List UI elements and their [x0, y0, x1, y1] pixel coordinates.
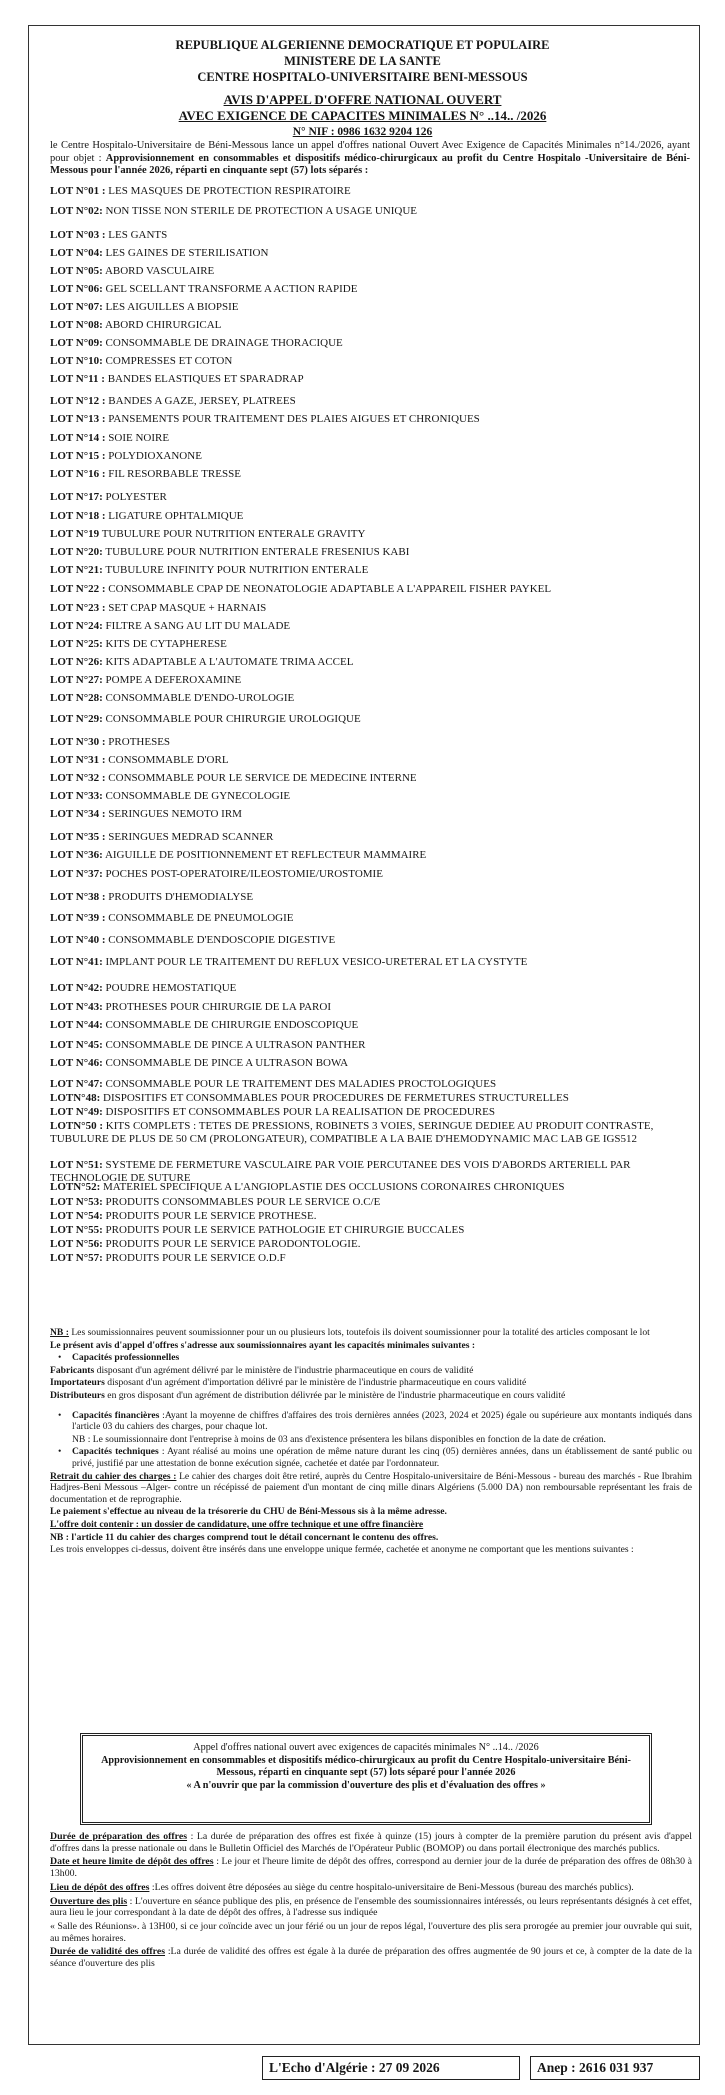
lot-item [50, 413, 480, 426]
lot-item [50, 620, 290, 633]
footer-anep: Anep : 2616 031 937 [530, 2056, 700, 2080]
importateurs-text: disposant d'un agrément d'importation délivré par le ministère de l'industrie pharmaceutique en cours validité [104, 1377, 527, 1389]
lot-title: LIGATURE OPHTALMIQUE [108, 510, 244, 522]
lot-title: CONSOMMABLE DE DRAINAGE THORACIQUE [105, 337, 343, 349]
lot-item [50, 1238, 360, 1251]
lot-number: LOT N°19 [50, 528, 100, 540]
lot-number: LOT N°24: [50, 620, 103, 632]
lot-title: COMPRESSES ET COTON [105, 355, 233, 367]
lot-title: SET CPAP MASQUE + HARNAIS [108, 602, 267, 614]
date-label: Date et heure limite de dépôt des offres [50, 1856, 214, 1868]
lot-item [50, 1039, 365, 1052]
intro-object: Approvisionnement en consommables et dispositifs médico-chirurgicaux au profit du Centre Hospitalo -Universitaire de Béni- Messous pour l'année 2026, réparti en cinquante sept (57) lots séparés : [50, 152, 690, 176]
lot-item [50, 229, 167, 242]
lot-title: AIGUILLE DE POSITIONNEMENT ET REFLECTEUR MAMMAIRE [104, 849, 427, 861]
lot-title: DISPOSITIFS ET CONSOMMABLES POUR PROCEDURES DE FERMETURES STRUCTURELLES [103, 1092, 569, 1104]
lot-number: LOT N°36: [50, 849, 103, 861]
lot-item [50, 674, 241, 687]
footer-echo: L'Echo d'Algérie : 27 09 2026 [262, 2056, 520, 2080]
lot-number: LOT N°11 : [50, 373, 105, 385]
lot-title: PANSEMENTS POUR TRAITEMENT DES PLAIES AIGUES ET CHRONIQUES [108, 413, 480, 425]
lot-number: LOT N°15 : [50, 450, 106, 462]
retrait-text: Le cahier des charges doit être retiré, auprès du Centre Hospitalo-universitaire de Béni-Messous - bureau des marchés - Rue Ibrahim Hadjres-Beni Messous –Alger- contre un récépissé de paiement d'un montant de cinq mille dinars Algériens (5.000 DA) non remboursable représentant les frais de documentation et de reprographie. [50, 1470, 692, 1505]
enveloppes-text: Les trois enveloppes ci-dessus, doivent être insérés dans une enveloppe unique fermée, cachetée et anonyme ne comportant que les mentions suivantes : [50, 1544, 634, 1556]
lot-title: ABORD CHIRURGICAL [104, 319, 222, 331]
lot-item [50, 1106, 495, 1119]
box-line-3: « A n'ouvrir que par la commission d'ouverture des plis et d'évaluation des offres » [186, 1779, 546, 1791]
lot-number: LOT N°53: [50, 1196, 103, 1208]
lot-item [50, 934, 335, 947]
lieu-text: :Les offres doivent être déposées au siège du centre hospitalo-universitaire de Beni-Messous (bureau des marchés publics). [149, 1881, 634, 1893]
duree-text: : La durée de préparation des offres est fixée à quinze (15) jours à compter de la première parution du présent avis d'appel d'offres dans la presse nationale ou dans le Bulletin Officiel des Marchés de l'Opérateur Public (BOMOP) ou dans portail électronique des marchés publics. [50, 1831, 692, 1854]
lot-item [50, 432, 169, 445]
lot-number: LOT N°08: [50, 319, 103, 331]
lot-item [50, 1224, 464, 1237]
lot-item [50, 546, 409, 559]
lot-item [50, 849, 426, 862]
ouverture-text: : L'ouverture en séance publique des plis, en présence de l'ensemble des soumissionnaires intéressés, ou leurs représentants désignés à cet effet, aura lieu le jour correspondant à la date de dépôt des offres, à l'adresse sus indiquée [50, 1895, 693, 1919]
lot-number: LOT N°25: [50, 638, 103, 650]
lot-title: CONSOMMABLE POUR LE SERVICE DE MEDECINE INTERNE [108, 772, 417, 784]
lot-number: LOT N°37: [50, 868, 103, 880]
notice-nif: N° NIF : 0986 1632 9204 126 [292, 126, 433, 138]
lot-title: CONSOMMABLE DE PINCE A ULTRASON PANTHER [105, 1039, 366, 1051]
lot-number: LOT N°06: [50, 283, 103, 295]
cap-fin-label: Capacités financières [72, 1409, 160, 1421]
lot-number: LOT N°32 : [50, 772, 106, 784]
lot-title: TUBULURE INFINITY POUR NUTRITION ENTERALE [105, 564, 369, 576]
lot-item [50, 395, 296, 408]
lot-number: LOT N°54: [50, 1210, 103, 1222]
lot-number: LOT N°21: [50, 564, 103, 576]
lot-number: LOT N°05: [50, 265, 103, 277]
lot-title: PROTHESES POUR CHIRURGIE DE LA PAROI [105, 1001, 331, 1013]
notice-subtitle: AVEC EXIGENCE DE CAPACITES MINIMALES N° ..14.. /2026 [178, 108, 547, 123]
nb-label: NB : [50, 1327, 69, 1338]
importateurs-label: Importateurs [50, 1377, 105, 1389]
lot-number: LOT N°41: [50, 956, 103, 968]
lot-item [50, 692, 294, 705]
lot-number: LOT N°22 : [50, 583, 106, 595]
duree-label: Durée de préparation des offres [50, 1831, 188, 1842]
lot-item [50, 808, 242, 821]
fabricants-text: disposant d'un agrément délivré par le ministère de l'industrie pharmaceutique en cours de validité [94, 1364, 474, 1376]
lot-title: PRODUITS POUR LE SERVICE O.D.F [105, 1252, 286, 1264]
lot-title: MATERIEL SPECIFIQUE A L'ANGIOPLASTIE DES OCCLUSIONS CORONAIRES CHRONIQUES [103, 1181, 565, 1193]
lot-title: LES AIGUILLES A BIOPSIE [105, 301, 239, 313]
lot-title: BANDES A GAZE, JERSEY, PLATREES [108, 395, 296, 407]
lot-title: CONSOMMABLE D'ENDOSCOPIE DIGESTIVE [108, 934, 336, 946]
lot-item [50, 510, 243, 523]
lot-item [50, 247, 268, 260]
lot-title: KITS COMPLETS : TETES DE PRESSIONS, ROBINETS 3 VOIES, SERINGUE DEDIEE AU PRODUIT CONTRASTE, TUBULURE DE PLUS DE 50 CM (PROLONGATEUR), COMPATIBLE A LA BAIE D'HEMODYNAMIC MAC LAB GE IGS512 [50, 1120, 654, 1145]
lot-title: CONSOMMABLE D'ORL [108, 754, 229, 766]
lot-number: LOT N°02: [50, 205, 103, 217]
cap-tech-text: : Ayant réalisé au moins une opération de même nature durant les cinq (05) dernières années, dans un établissement de santé public ou privé, justifié par une attestation de bonne exécution signée, cachetée et datée par l'ordonnateur. [72, 1446, 692, 1469]
lot-item [50, 602, 266, 615]
lot-title: PRODUITS POUR LE SERVICE PROTHESE. [105, 1210, 317, 1222]
lot-title: SERINGUES MEDRAD SCANNER [108, 831, 274, 843]
lot-item [50, 528, 365, 541]
nb-text: Les soumissionnaires peuvent soumissionner pour un ou plusieurs lots, toutefois ils doivent soumissionner pour la totalité des articles composant le lot [68, 1327, 650, 1338]
lot-title: LES GAINES DE STERILISATION [105, 247, 269, 259]
lot-number: LOT N°04: [50, 247, 103, 259]
lot-number: LOTN°48: [50, 1092, 101, 1104]
lot-number: LOT N°45: [50, 1039, 103, 1051]
lot-title: PRODUITS POUR LE SERVICE PARODONTOLOGIE. [105, 1238, 361, 1250]
lot-number: LOT N°20: [50, 546, 103, 558]
lot-number: LOT N°47: [50, 1078, 103, 1090]
lot-number: LOT N°46: [50, 1057, 103, 1069]
lot-number: LOT N°51: [50, 1159, 103, 1171]
lot-title: CONSOMMABLE POUR CHIRURGIE UROLOGIQUE [105, 713, 361, 725]
lot-item [50, 1210, 316, 1223]
lot-title: TUBULURE POUR NUTRITION ENTERALE FRESENIUS KABI [105, 546, 410, 558]
present-avis: Le présent avis d'appel d'offres s'adresse aux soumissionnaires ayant les capacités minimales suivantes : [50, 1339, 476, 1351]
box-line-1: Appel d'offres national ouvert avec exigences de capacités minimales N° ..14.. /2026 [193, 1742, 539, 1753]
lot-number: LOT N°12 : [50, 395, 106, 407]
lot-number: LOT N°10: [50, 355, 103, 367]
validite-text: :La durée de validité des offres est égale à la durée de préparation des offres augmentée de 90 jours et ce, à compter de la date de la séance d'ouverture des plis [50, 1946, 692, 1970]
lot-title: POMPE A DEFEROXAMINE [105, 674, 242, 686]
lot-number: LOT N°44: [50, 1019, 103, 1031]
lot-number: LOT N°55: [50, 1224, 103, 1236]
lot-title: BANDES ELASTIQUES ET SPARADRAP [107, 373, 304, 385]
lot-number: LOT N°30 : [50, 736, 106, 748]
lot-item [50, 982, 236, 995]
lot-title: PRODUITS D'HEMODIALYSE [108, 891, 254, 903]
lot-number: LOT N°43: [50, 1001, 103, 1013]
lot-item [50, 583, 551, 596]
lot-item [50, 301, 238, 314]
validite-label: Durée de validité des offres [50, 1946, 166, 1958]
lot-item [50, 891, 253, 904]
lot-item [50, 790, 290, 803]
notice-title: AVIS D'APPEL D'OFFRE NATIONAL OUVERT [223, 92, 502, 107]
lot-number: LOT N°27: [50, 674, 103, 686]
lot-number: LOT N°56: [50, 1238, 103, 1250]
header-republic: REPUBLIQUE ALGERIENNE DEMOCRATIQUE ET POPULAIRE [175, 38, 550, 52]
lot-number: LOT N°13 : [50, 413, 106, 425]
lot-item [50, 337, 343, 350]
lot-item [50, 1092, 569, 1105]
lieu-label: Lieu de dépôt des offres [50, 1881, 150, 1893]
distributeurs-label: Distributeurs [50, 1389, 105, 1401]
lot-number: LOT N°26: [50, 656, 103, 668]
lot-item [50, 1078, 496, 1091]
cap-fin-text: :Ayant la moyenne de chiffres d'affaires des trois dernières années (2023, 2024 et 2025) égale ou supérieure aux montants indiqués dans l'article 03 du cahiers des charges, pour chaque lot. [72, 1409, 693, 1433]
lot-item [50, 1252, 286, 1265]
retrait-label: Retrait du cahier des charges : [50, 1470, 177, 1482]
lot-number: LOT N°42: [50, 982, 103, 994]
lot-title: CONSOMMABLE DE PNEUMOLOGIE [108, 912, 294, 924]
notice-intro [50, 140, 690, 178]
lot-title: PRODUITS CONSOMMABLES POUR LE SERVICE O.C/E [105, 1196, 381, 1208]
paiement-text: Le paiement s'effectue au niveau de la trésorerie du CHU de Béni-Messous sis à la même adresse. [50, 1506, 447, 1518]
lot-number: LOT N°38 : [50, 891, 106, 903]
lot-number: LOT N°33: [50, 790, 103, 802]
lot-title: CONSOMMABLE POUR LE TRAITEMENT DES MALADIES PROCTOLOGIQUES [105, 1078, 497, 1090]
lot-number: LOT N°28: [50, 692, 103, 704]
lot-item [50, 656, 353, 669]
lot-title: CONSOMMABLE D'ENDO-UROLOGIE [105, 692, 295, 704]
lot-title: ABORD VASCULAIRE [104, 265, 215, 277]
notice-header [0, 37, 725, 85]
lot-item [50, 736, 170, 749]
lot-number: LOT N°49: [50, 1106, 103, 1118]
fabricants-label: Fabricants [50, 1364, 95, 1376]
nb-article: NB : l'article 11 du cahier des charges comprend tout le détail concernant le contenu des offres. [50, 1531, 439, 1543]
lot-title: CONSOMMABLE CPAP DE NEONATOLOGIE ADAPTABLE A L'APPAREIL FISHER PAYKEL [108, 583, 552, 595]
lot-number: LOT N°14 : [50, 432, 106, 444]
date-text: : Le jour et l'heure limite de dépôt des offres, correspond au dernier jour de la durée de préparation des offres de 08h30 à 13h00. [50, 1856, 692, 1880]
lot-item [50, 355, 232, 368]
lot-number: LOT N°39 : [50, 912, 106, 924]
lot-item [50, 772, 417, 785]
envelope-mention-box [80, 1733, 652, 1825]
lot-title: CONSOMMABLE DE GYNECOLOGIE [105, 790, 291, 802]
lot-item [50, 831, 273, 844]
lot-title: GEL SCELLANT TRANSFORME A ACTION RAPIDE [105, 283, 358, 295]
lot-number: LOTN°52: [50, 1181, 101, 1193]
ouverture-label: Ouverture des plis [50, 1895, 128, 1907]
lot-number: LOT N°18 : [50, 510, 106, 522]
lot-number: LOT N°07: [50, 301, 103, 313]
lot-title: POCHES POST-OPERATOIRE/ILEOSTOMIE/UROSTOMIE [105, 868, 383, 880]
lot-number: LOT N°57: [50, 1252, 103, 1264]
lot-item [50, 912, 293, 925]
lot-title: SYSTEME DE FERMETURE VASCULAIRE PAR VOIE PERCUTANEE DES VOIS D'ABORDS ARTERIELL PAR TECHNOLOGIE DE SUTURE [50, 1159, 631, 1184]
lot-number: LOT N°31 : [50, 754, 106, 766]
lot-title: LES MASQUES DE PROTECTION RESPIRATOIRE [108, 185, 351, 197]
lot-title: SOIE NOIRE [108, 432, 170, 444]
lot-item [50, 468, 241, 481]
lot-item [50, 754, 229, 767]
lot-title: POLYDIOXANONE [108, 450, 202, 462]
distributeurs-text: en gros disposant d'un agrément de distribution délivrée par le ministère de l'industrie pharmaceutique en cours validité [104, 1389, 566, 1401]
lot-title: SERINGUES NEMOTO IRM [108, 808, 242, 820]
lot-number: LOT N°23 : [50, 602, 106, 614]
lot-item [50, 868, 383, 881]
offre-contenir: L'offre doit contenir : un dossier de candidature, une offre technique et une offre financière [50, 1518, 424, 1530]
lot-item [50, 205, 417, 218]
lot-number: LOT N°09: [50, 337, 103, 349]
lot-title: KITS DE CYTAPHERESE [105, 638, 227, 650]
lot-number: LOT N°03 : [50, 229, 106, 241]
cap-tech-label: Capacités techniques [72, 1446, 159, 1458]
lot-item [50, 373, 304, 386]
lot-number: LOT N°40 : [50, 934, 106, 946]
lot-title: IMPLANT POUR LE TRAITEMENT DU REFLUX VESICO-URETERAL ET LA CYSTYTE [105, 956, 528, 968]
lot-number: LOT N°29: [50, 713, 103, 725]
lot-number: LOT N°01 : [50, 185, 106, 197]
lot-item [50, 638, 227, 651]
lot-title: CONSOMMABLE DE PINCE A ULTRASON BOWA [105, 1057, 349, 1069]
lot-item [50, 319, 221, 332]
lot-item [50, 450, 202, 463]
lot-item [50, 1057, 348, 1070]
salle-text: « Salle des Réunions». à 13H00, si ce jour coïncide avec un jour férié ou un jour de repos légal, l'ouverture des plis sera prorogée au premier jour ouvrable qui suit, au mêmes horaires. [50, 1920, 692, 1944]
lot-number: LOTN°50 : [50, 1120, 103, 1132]
cap-fin-nb: NB : Le soumissionnaire dont l'entreprise à moins de 03 ans d'existence présentera les bilans disponibles en fonction de la date de création. [72, 1433, 606, 1445]
lot-title: PRODUITS POUR LE SERVICE PATHOLOGIE ET CHIRURGIE BUCCALES [105, 1224, 465, 1236]
lot-number: LOT N°16 : [50, 468, 106, 480]
lot-item [50, 956, 527, 969]
lot-title: KITS ADAPTABLE A L'AUTOMATE TRIMA ACCEL [105, 656, 354, 668]
lot-item [50, 283, 357, 296]
lot-item [50, 1120, 690, 1145]
header-hospital: CENTRE HOSPITALO-UNIVERSITAIRE BENI-MESSOUS [197, 70, 528, 84]
lot-title: NON TISSE NON STERILE DE PROTECTION A USAGE UNIQUE [105, 205, 418, 217]
cap-pro-title: Capacités professionnelles [72, 1352, 180, 1364]
lot-title: CONSOMMABLE DE CHIRURGIE ENDOSCOPIQUE [105, 1019, 359, 1031]
notice-deadlines [50, 1831, 692, 1972]
notice-conditions [50, 1327, 692, 1557]
lot-title: TUBULURE POUR NUTRITION ENTERALE GRAVITY [101, 528, 366, 540]
lot-title: FILTRE A SANG AU LIT DU MALADE [105, 620, 291, 632]
lot-item [50, 1019, 358, 1032]
lot-item [50, 265, 214, 278]
lot-item [50, 713, 361, 726]
lot-item [50, 564, 368, 577]
lot-item [50, 1181, 564, 1194]
notice-title-block [0, 92, 725, 140]
lot-number: LOT N°35 : [50, 831, 106, 843]
lot-title: DISPOSITIFS ET CONSOMMABLES POUR LA REALISATION DE PROCEDURES [105, 1106, 495, 1118]
lot-number: LOT N°34 : [50, 808, 106, 820]
lot-title: FIL RESORBABLE TRESSE [108, 468, 241, 480]
lot-number: LOT N°17: [50, 491, 103, 503]
lot-item [50, 1196, 380, 1209]
box-line-2: Approvisionnement en consommables et dispositifs médico-chirurgicaux au profit du Centre Hospitalo-universitaire Béni- Messous, réparti en cinquante sept (57) lots séparé pour l'année 2026 [101, 1754, 631, 1778]
header-ministry: MINISTERE DE LA SANTE [284, 54, 441, 68]
intro-text: le Centre Hospitalo-Universitaire de Béni-Messous lance un appel d'offres national Ouvert Avec Exigence de Capacités Minimales n°14./2026, ayant pour objet : [50, 140, 690, 164]
lot-item [50, 1001, 331, 1014]
lot-title: LES GANTS [108, 229, 168, 241]
lot-title: POUDRE HEMOSTATIQUE [105, 982, 237, 994]
lot-title: PROTHESES [108, 736, 171, 748]
lot-title: POLYESTER [105, 491, 167, 503]
lot-item [50, 491, 167, 504]
lot-item [50, 185, 351, 198]
